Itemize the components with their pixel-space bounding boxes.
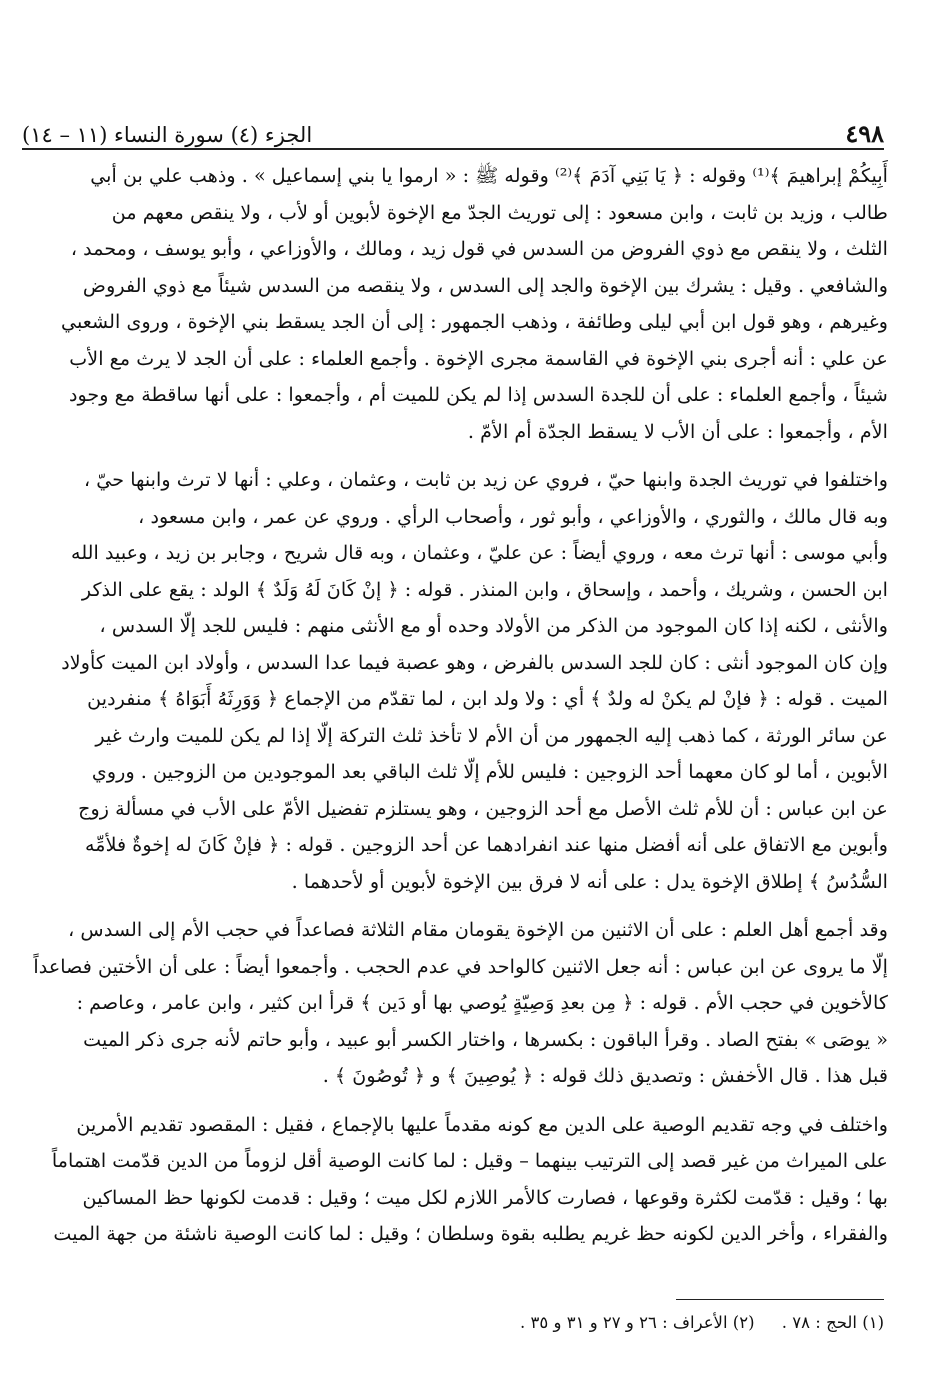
text-line: « يوصَى » بفتح الصاد . وقرأ الباقون : بكسرها ، واختار الكسر أبو عبيد ، وأبو حاتم لأنه جرى ذكر الميت bbox=[83, 1027, 888, 1051]
text-line: عن ابن عباس : أن للأم ثلث الأصل مع أحد الزوجين ، وهو يستلزم تفضيل الأمّ على الأب في مسألة زوج bbox=[78, 796, 888, 820]
text-line: وأبوين مع الاتفاق على أنه أفضل منها عند انفرادهما عن أحد الزوجين . قوله : ﴿ فإنْ كَانَ له إخوةٌ فلأمِّه bbox=[85, 833, 888, 856]
running-head: الجزء (٤) سورة النساء (١١ – ١٤) bbox=[22, 123, 313, 147]
text-line: والشافعي . وقيل : يشرك بين الإخوة والجد إلى السدس ، ولا ينقصه من السدس شيئاً مع ذوي الفروض bbox=[82, 273, 888, 297]
paragraph bbox=[16, 1107, 888, 1253]
text-line: كالأخوين في حجب الأم . قوله : ﴿ مِن بعدِ وَصِيّةٍ يُوصي بها أو دَين ﴾ قرأ ابن كثير ، وابن عامر ، وعاصم : bbox=[76, 991, 888, 1014]
footnote-1: (١) الحج : ٧٨ . bbox=[781, 1313, 884, 1332]
text-line: السُّدُسُ ﴾ إطلاق الإخوة يدل : على أنه لا فرق بين الإخوة لأبوين أو لأحدهما . bbox=[291, 869, 888, 893]
text-line: وقد أجمع أهل العلم : على أن الاثنين من الإخوة يقومان مقام الثلاثة فصاعداً في حجب الأم إلى السدس ، bbox=[68, 918, 888, 941]
main-text bbox=[16, 158, 888, 1253]
text-line: طالب ، وزيد بن ثابت ، وابن مسعود : إلى توريث الجدّ مع الإخوة لأبوين أو لأب ، ولا ينقص معهم من bbox=[111, 200, 888, 224]
paragraph bbox=[16, 462, 888, 900]
text-line: عن علي : أنه أجرى بني الإخوة في القاسمة مجرى الإخوة . وأجمع العلماء : على أن الجد لا يرث مع الأب bbox=[69, 346, 888, 370]
footnotes bbox=[22, 1310, 884, 1336]
text-line: وغيرهم ، وهو قول ابن أبي ليلى وطائفة ، وذهب الجمهور : إلى أن الجد يسقط بني الإخوة ، وروى الشعبي bbox=[61, 310, 888, 333]
page-number: ٤٩٨ bbox=[845, 119, 884, 148]
paragraph bbox=[16, 912, 888, 1095]
text-line: بها ؛ وقيل : قدّمت لكثرة وقوعها ، فصارت كالأمر اللازم لكل ميت ؛ وقيل : قدمت لكونها حظ المساكين bbox=[82, 1185, 888, 1209]
text-line: إلّا ما يروى عن ابن عباس : أنه جعل الاثنين كالواحد في عدم الحجب . وأجمعوا أيضاً : على أن الأختين فصاعداً bbox=[33, 954, 888, 978]
text-line: واختلف في وجه تقديم الوصية على الدين مع كونه مقدماً عليها بالإجماع ، فقيل : المقصود تقديم الأمرين bbox=[76, 1112, 888, 1136]
text-line: الأم ، وأجمعوا : على أن الأب لا يسقط الجدّة أم الأمّ . bbox=[467, 419, 888, 443]
text-line: شيئاً ، وأجمع العلماء : على أن للجدة السدس إذا لم يكن للميت أم ، وأجمعوا : على أنها ساقطة مع وجود bbox=[68, 383, 888, 406]
paragraph-gap bbox=[16, 1095, 888, 1107]
footnote-rule bbox=[676, 1299, 884, 1300]
text-line: على الميراث من غير قصد إلى الترتيب بينهما – وقيل : لما كانت الوصية أقل لزوماً من الدين قدّمت اهتماماً bbox=[51, 1149, 888, 1172]
text-line: وبه قال مالك ، والثوري ، والأوزاعي ، وأبو ثور ، وأصحاب الرأي . وروي عن عمر ، وابن مسعود ، bbox=[138, 504, 888, 528]
text-line: عن سائر الورثة ، كما ذهب إليه الجمهور من أن الأم لا تأخذ ثلث التركة إلّا إذا لم يكن للميت وارث غير bbox=[95, 723, 888, 747]
text-line: وأبي موسى : أنها ترث معه ، وروي أيضاً : عن عليّ ، وعثمان ، وبه قال شريح ، وجابر بن زيد ، وعبيد الله bbox=[71, 541, 888, 564]
header-rule bbox=[22, 148, 884, 150]
text-line: الميت . قوله : ﴿ فإنْ لم يكنْ له ولدٌ ﴾ أي : ولا ولد ابن ، لما تقدّم من الإجماع ﴿ وَوَرِثَهُ أَبَوَاهُ ﴾ منفردين bbox=[87, 687, 888, 710]
paragraph bbox=[16, 158, 888, 450]
text-line: والأنثى ، لكنه إذا كان الموجود من الذكر من الأولاد وحده أو مع الأنثى منهم : فليس للجد إلّا السدس ، bbox=[99, 614, 888, 637]
paragraph-gap bbox=[16, 900, 888, 912]
footnote-2: (٢) الأعراف : ٢٦ و ٢٧ و ٣١ و ٣٥ . bbox=[520, 1313, 755, 1332]
text-line: الثلث ، ولا ينقص مع ذوي الفروض من السدس في قول زيد ، ومالك ، والأوزاعي ، وأبو يوسف ، ومحمد ، bbox=[70, 237, 888, 260]
text-line: وإن كان الموجود أنثى : كان للجد السدس بالفرض ، وهو عصبة فيما عدا السدس ، وأولاد ابن الميت كأولاد bbox=[61, 650, 888, 674]
text-line: واختلفوا في توريث الجدة وابنها حيّ ، فروي عن زيد بن ثابت ، وعثمان ، وعلي : أنها لا ترث وابنها حيّ ، bbox=[83, 468, 888, 491]
text-line: ابن الحسن ، وشريك ، وأحمد ، وإسحاق ، وابن المنذر . قوله : ﴿ إنْ كَانَ لَهُ وَلَدٌ ﴾ الولد : يقع على الذكر bbox=[81, 577, 888, 601]
page-header bbox=[22, 112, 884, 146]
text-line: الأبوين ، أما لو كان معهما أحد الزوجين : فليس للأم إلّا ثلث الباقي بعد الموجودين من الزوجين . وروي bbox=[91, 760, 888, 783]
text-line: أَبِيكُمْ إبراهيمَ ﴾⁽¹⁾ وقوله : ﴿ يَا بَنِي آدَمَ ﴾⁽²⁾ وقوله ﷺ : « ارموا يا بني إسماعيل » . وذهب علي بن أبي bbox=[90, 164, 888, 187]
paragraph-gap bbox=[16, 450, 888, 462]
text-line: قبل هذا . قال الأخفش : وتصديق ذلك قوله : ﴿ يُوصِينَ ﴾ و ﴿ تُوصُونَ ﴾ . bbox=[322, 1064, 888, 1087]
text-line: والفقراء ، وأخر الدين لكونه حظ غريم يطلبه بقوة وسلطان ؛ وقيل : لما كانت الوصية ناشئة من جهة الميت bbox=[53, 1222, 888, 1245]
